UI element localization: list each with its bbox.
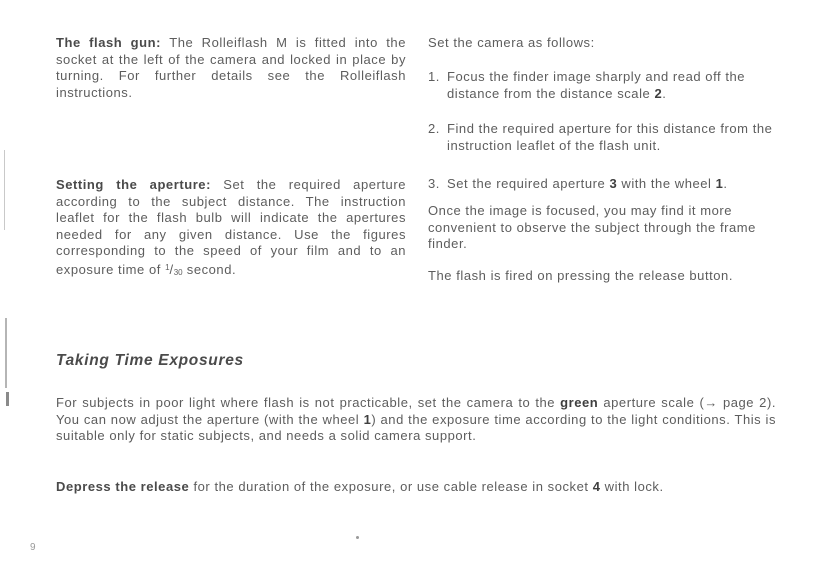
depress-release-paragraph: Depress the release for the duration of the exposure, or use cable release in socket 4 with lock. [56, 479, 664, 494]
margin-mark [4, 150, 5, 230]
section-heading: Taking Time Exposures [56, 352, 244, 369]
time-exposure-paragraph: For subjects in poor light where flash is not practicable, set the camera to the green aperture scale (→ page 2). You can now adjust the aperture (with the wheel 1) and the exposure time according to the light conditions. This is suitable only for static subjects, and needs a solid camera support. [56, 395, 776, 443]
aperture-paragraph: Setting the aperture: Set the required aperture according to the subject distance. The instruction leaflet for the flash bulb will indicate the apertures needed for any given distance. Use the figures corresponding to the speed of your film and to an exposure time of $^1/_{30}$ second. [56, 177, 406, 277]
scan-dot [356, 536, 359, 539]
step-number: 2. [428, 121, 440, 136]
aperture-lead: Setting the aperture: [56, 177, 211, 192]
aperture-text: Set the required aperture according to the subject distance. The instruction leaflet for the flash bulb will indicate the apertures needed for any given distance. Use the figures corresponding to the speed of your film and to an exposure time of [56, 177, 406, 277]
flash-gun-lead: The flash gun: [56, 35, 162, 50]
step-number: 1. [428, 69, 440, 84]
step-text: Focus the finder image sharply and read off the distance from the distance scale 2. [447, 69, 746, 101]
margin-mark [6, 392, 9, 406]
step-text: Set the required aperture 3 with the wheel 1. [447, 176, 728, 191]
margin-mark [5, 318, 7, 388]
list-item [428, 176, 778, 193]
steps-list-3 [428, 176, 778, 193]
step-text: Find the required aperture for this distance from the instruction leaflet of the flash unit. [447, 121, 773, 153]
list-item [428, 69, 778, 102]
focused-paragraph: Once the image is focused, you may find it more convenient to observe the subject through the frame finder. [428, 203, 756, 251]
flash-gun-paragraph [56, 35, 406, 101]
flash-fired-paragraph: The flash is fired on pressing the release button. [428, 268, 733, 283]
steps-list [428, 69, 778, 102]
list-item [428, 121, 778, 154]
fraction-denominator: 30 [173, 267, 183, 277]
step-number: 3. [428, 176, 440, 191]
fraction-numerator: 1 [165, 262, 170, 272]
page-number: 9 [30, 542, 36, 553]
aperture-tail: second. [182, 261, 237, 277]
flash-gun-text: The Rolleiflash M is fitted into the socket at the left of the camera and locked in place by turning. For further details see the Rolleiflash instructions. [56, 35, 406, 100]
steps-list-2 [428, 121, 778, 154]
setup-intro: Set the camera as follows: [428, 35, 595, 50]
